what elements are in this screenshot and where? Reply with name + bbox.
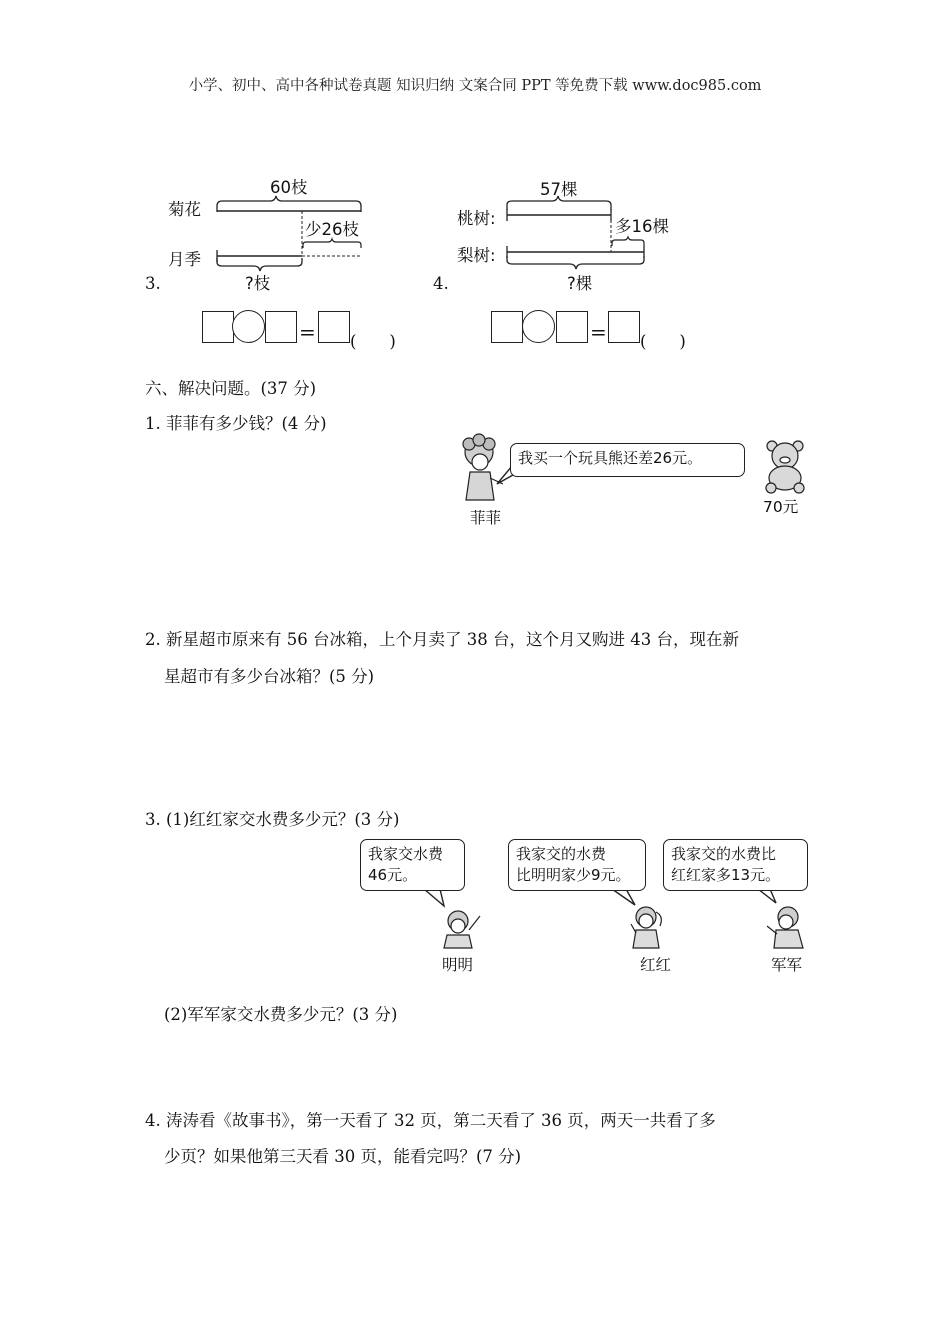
question-4-line1: 4. 涛涛看《故事书》，第一天看了 32 页，第二天看了 36 页，两天一共看了多 [145,1111,716,1130]
page-header: 小学、初中、高中各种试卷真题 知识归纳 文案合同 PPT 等免费下载 www.doc985.com [188,78,762,94]
row2-label: 月季 [168,250,201,269]
total-label: 57棵 [540,180,578,199]
character-name: 军军 [771,956,803,974]
unit-paren[interactable]: ( ) [640,332,686,351]
question-number: 3. [145,274,161,293]
character-name: 明明 [442,956,474,974]
difference-label: 少26枝 [305,220,359,239]
equals-sign: = [590,320,607,344]
row1-label: 桃树: [457,209,496,228]
difference-label: 多16棵 [615,217,669,236]
question-2-line2: 星超市有多少台冰箱？(5 分) [164,667,375,686]
unit-paren[interactable]: ( ) [350,332,396,351]
equals-sign: = [299,320,316,344]
question-3-part1: 3. (1)红红家交水费多少元？(3 分) [145,810,400,829]
row1-label: 菊花 [168,200,201,219]
section-title: 六、解决问题。(37 分) [145,379,317,398]
unknown-label: ?棵 [567,274,593,293]
character-name: 红红 [640,956,672,974]
question-4-line2: 少页？如果他第三天看 30 页，能看完吗？(7 分) [164,1147,522,1166]
speech-bubble-honghong: 我家交的水费 比明明家少9元。 [508,839,646,891]
speech-bubble: 我买一个玩具熊还差26元。 [510,443,745,477]
speech-bubble-mingming: 我家交水费 46元。 [360,839,465,891]
question-3-part2: (2)军军家交水费多少元？(3 分) [164,1005,398,1024]
speech-bubble-junjun: 我家交的水费比 红红家多13元。 [663,839,808,891]
price-label: 70元 [763,498,799,516]
row2-label: 梨树: [457,246,496,265]
question-number: 4. [433,274,449,293]
question-1: 1. 菲菲有多少钱？(4 分) [145,414,327,433]
question-2-line1: 2. 新星超市原来有 56 台冰箱，上个月卖了 38 台，这个月又购进 43 台，现在新 [145,630,739,649]
unknown-label: ?枝 [245,274,271,293]
character-name: 菲菲 [470,509,502,527]
total-label: 60枝 [270,178,308,197]
